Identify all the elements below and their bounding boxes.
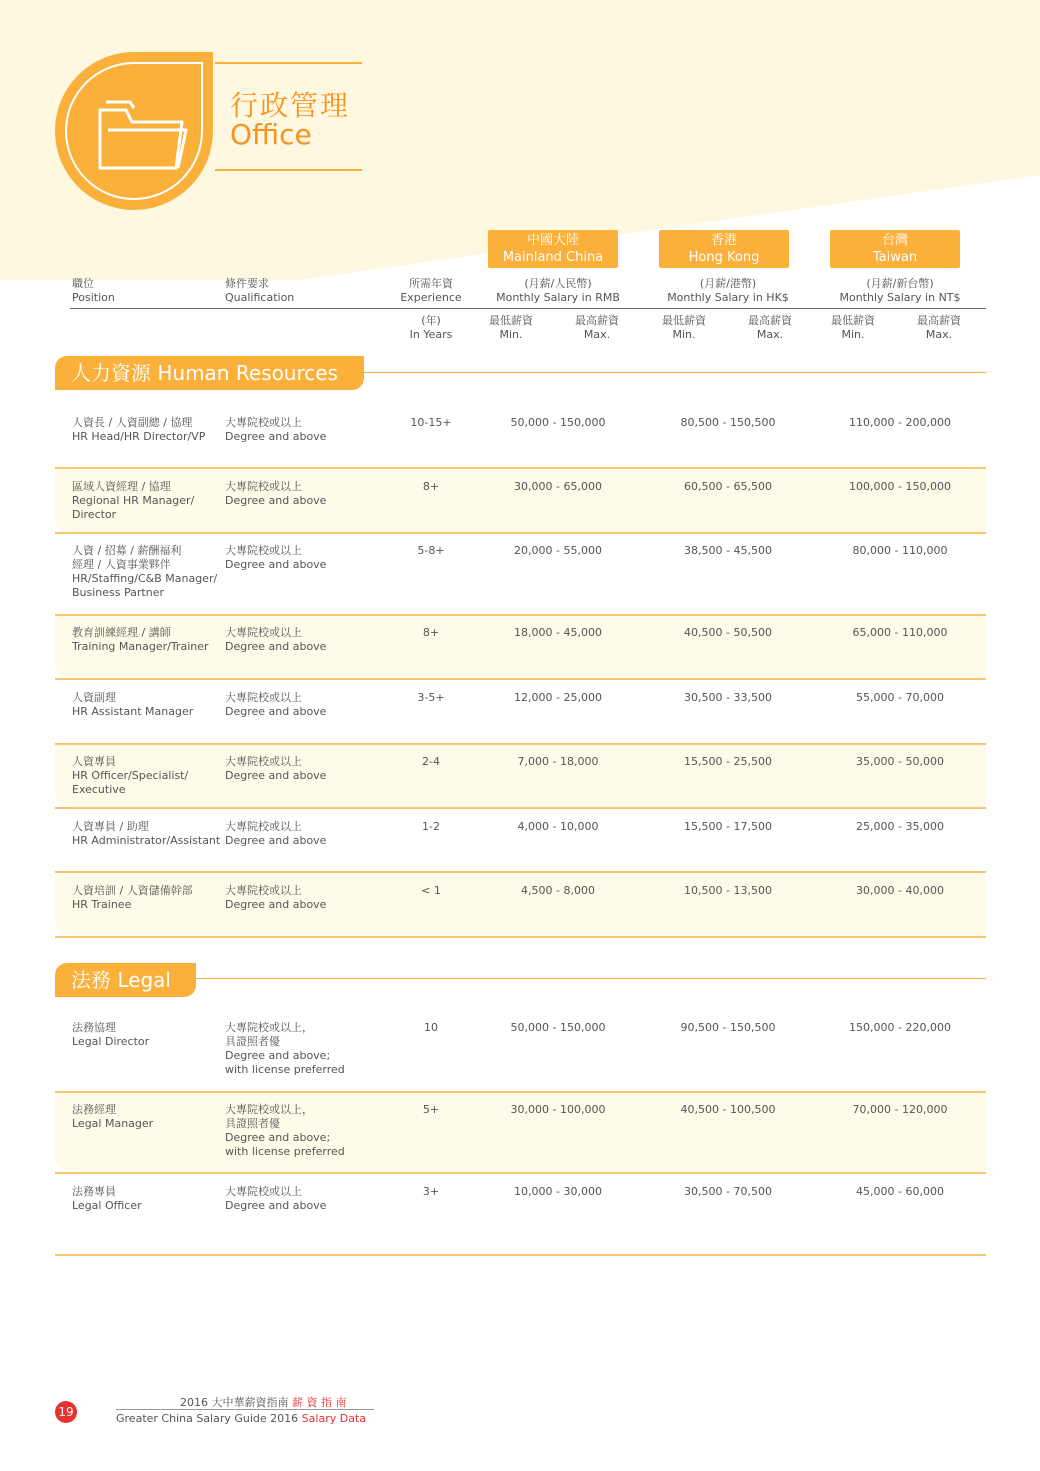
header-salary-tw (820, 277, 980, 305)
salary-hk-cell: 10,500 - 13,500 (684, 884, 772, 897)
header-max-tw (914, 314, 964, 342)
row-divider (55, 807, 986, 809)
region-china-box (488, 230, 618, 268)
position-cn: 經理 / 人資事業夥伴 (72, 558, 171, 571)
position-en: HR Trainee (72, 898, 132, 911)
header-max-cn: 最高薪資 (748, 314, 792, 327)
footer-title-cn (180, 1394, 347, 1410)
header-min-en: Min. (499, 328, 523, 341)
qual-en: Degree and above; (225, 1131, 331, 1144)
position-cell (72, 884, 193, 912)
position-cn: 人資副理 (72, 691, 116, 704)
header-min-hk (659, 314, 709, 342)
header-salary-en: Monthly Salary in RMB (496, 291, 620, 304)
experience-cell: 3+ (422, 1185, 440, 1198)
position-cn: 教育訓練經理 / 講師 (72, 626, 171, 639)
header-years (395, 314, 467, 342)
salary-hk-cell: 30,500 - 70,500 (684, 1185, 772, 1198)
header-max-china (572, 314, 622, 342)
salary-hk-cell: 40,500 - 100,500 (680, 1103, 776, 1116)
qual-en: Degree and above (225, 834, 327, 847)
qual-en: Degree and above (225, 430, 327, 443)
header-salary-cn: (月薪/新台幣) (866, 277, 934, 290)
salary-tw-cell: 80,000 - 110,000 (852, 544, 948, 557)
qual-en: Degree and above (225, 705, 327, 718)
qualification-cell (225, 1021, 345, 1077)
position-en: Regional HR Manager/ (72, 494, 195, 507)
row-divider (55, 532, 986, 534)
salary-china-cell: 10,000 - 30,000 (514, 1185, 602, 1198)
section-rule-legal (196, 978, 986, 979)
qual-cn: 大專院校或以上 (225, 480, 302, 493)
qual-cn: 大專院校或以上 (225, 544, 302, 557)
experience-cell: 2-4 (422, 755, 440, 768)
folder-icon (92, 96, 188, 176)
qual-cn: 具證照者優 (225, 1117, 280, 1130)
qual-cn: 大專院校或以上 (225, 755, 302, 768)
salary-china-cell: 30,000 - 100,000 (510, 1103, 606, 1116)
experience-cell: 1-2 (422, 820, 440, 833)
qualification-cell (225, 820, 326, 848)
region-label-en: Hong Kong (688, 250, 760, 265)
position-en: HR/Staffing/C&B Manager/ (72, 572, 218, 585)
footer-title-cn-red: 薪 資 指 南 (292, 1396, 347, 1409)
salary-tw-cell: 55,000 - 70,000 (856, 691, 944, 704)
header-min-en: Min. (672, 328, 696, 341)
position-cell (72, 544, 217, 600)
footer-divider (116, 1409, 374, 1410)
header-max-en: Max. (583, 328, 611, 341)
salary-china-cell: 7,000 - 18,000 (517, 755, 599, 768)
region-hongkong-box (659, 230, 789, 268)
header-divider (70, 308, 986, 309)
footer-title-en-red: Salary Data (301, 1412, 366, 1425)
salary-hk-cell: 15,500 - 17,500 (684, 820, 772, 833)
experience-cell: 8+ (422, 626, 440, 639)
salary-china-cell: 50,000 - 150,000 (510, 416, 606, 429)
position-cn: 人資培訓 / 人資儲備幹部 (72, 884, 193, 897)
header-position-en: Position (72, 291, 115, 304)
header-max-cn: 最高薪資 (575, 314, 619, 327)
position-cn: 區域人資經理 / 協理 (72, 480, 171, 493)
salary-tw-cell: 45,000 - 60,000 (856, 1185, 944, 1198)
salary-china-cell: 4,500 - 8,000 (521, 884, 595, 897)
qual-en: with license preferred (225, 1145, 345, 1158)
position-en: HR Officer/Specialist/ (72, 769, 189, 782)
salary-hk-cell: 38,500 - 45,500 (684, 544, 772, 557)
position-cell (72, 820, 220, 848)
qual-en: Degree and above (225, 769, 327, 782)
region-label-cn: 香港 (710, 233, 737, 248)
salary-tw-cell: 25,000 - 35,000 (856, 820, 944, 833)
region-taiwan-box (830, 230, 960, 268)
qual-en: with license preferred (225, 1063, 345, 1076)
position-cn: 人資長 / 人資副總 / 協理 (72, 416, 193, 429)
page-number: 19 (55, 1401, 77, 1423)
position-cell (72, 626, 209, 654)
header-max-hk (745, 314, 795, 342)
position-cell (72, 1021, 149, 1049)
salary-tw-cell: 65,000 - 110,000 (852, 626, 948, 639)
qual-cn: 大專院校或以上， (225, 1021, 313, 1034)
header-years-cn: (年) (421, 314, 441, 327)
header-max-cn: 最高薪資 (917, 314, 961, 327)
page-title-en: Office (230, 118, 312, 151)
title-rule-top (215, 62, 362, 64)
qualification-cell (225, 755, 326, 783)
qual-en: Degree and above (225, 898, 327, 911)
position-en: HR Administrator/Assistant (72, 834, 221, 847)
header-position (72, 277, 115, 305)
experience-cell: < 1 (421, 884, 441, 897)
position-cn: 人資專員 / 助理 (72, 820, 149, 833)
section-rule-hr (364, 372, 986, 373)
header-min-cn: 最低薪資 (489, 314, 533, 327)
position-en: Director (72, 508, 117, 521)
position-en: Training Manager/Trainer (72, 640, 209, 653)
section-title-legal: 法務 Legal (55, 963, 196, 997)
experience-cell: 10 (424, 1021, 438, 1034)
experience-cell: 5-8+ (417, 544, 445, 557)
region-label-cn: 中國大陸 (526, 233, 579, 248)
position-cn: 法務專員 (72, 1185, 116, 1198)
position-en: HR Assistant Manager (72, 705, 194, 718)
header-salary-cn: (月薪/港幣) (699, 277, 757, 290)
qualification-cell (225, 416, 326, 444)
position-en: Legal Officer (72, 1199, 142, 1212)
header-min-tw (828, 314, 878, 342)
qual-en: Degree and above (225, 494, 327, 507)
title-rule-bottom (215, 169, 362, 171)
salary-hk-cell: 40,500 - 50,500 (684, 626, 772, 639)
header-max-en: Max. (925, 328, 953, 341)
section-title-hr: 人力資源 Human Resources (55, 356, 364, 390)
position-en: Executive (72, 783, 126, 796)
header-max-en: Max. (756, 328, 784, 341)
footer-title-en (116, 1412, 366, 1425)
header-salary-hk (648, 277, 808, 305)
position-cn: 人資 / 招募 / 薪酬福利 (72, 544, 182, 557)
position-cell (72, 1103, 153, 1131)
salary-china-cell: 50,000 - 150,000 (510, 1021, 606, 1034)
salary-hk-cell: 60,500 - 65,500 (684, 480, 772, 493)
salary-china-cell: 20,000 - 55,000 (514, 544, 602, 557)
qual-cn: 大專院校或以上 (225, 416, 302, 429)
salary-china-cell: 12,000 - 25,000 (514, 691, 602, 704)
salary-hk-cell: 30,500 - 33,500 (684, 691, 772, 704)
position-cell (72, 1185, 142, 1213)
header-qualification (225, 277, 294, 305)
header-min-en: Min. (841, 328, 865, 341)
header-qual-cn: 條件要求 (225, 277, 269, 290)
row-divider (55, 1172, 986, 1174)
header-exp-en: Experience (400, 291, 462, 304)
qualification-cell (225, 626, 326, 654)
header-salary-china (478, 277, 638, 305)
experience-cell: 5+ (422, 1103, 440, 1116)
header-exp-cn: 所需年資 (409, 277, 453, 290)
qual-cn: 大專院校或以上 (225, 1185, 302, 1198)
qual-cn: 大專院校或以上 (225, 884, 302, 897)
row-divider (55, 614, 986, 616)
qual-en: Degree and above; (225, 1049, 331, 1062)
experience-cell: 8+ (422, 480, 440, 493)
page-title-cn: 行政管理 (230, 89, 351, 122)
header-years-en: In Years (409, 328, 453, 341)
qual-en: Degree and above (225, 1199, 327, 1212)
position-cn: 人資專員 (72, 755, 116, 768)
header-min-cn: 最低薪資 (831, 314, 875, 327)
position-cn: 法務協理 (72, 1021, 116, 1034)
position-cell (72, 480, 194, 522)
salary-china-cell: 30,000 - 65,000 (514, 480, 602, 493)
qualification-cell (225, 480, 326, 508)
qualification-cell (225, 544, 326, 572)
qual-cn: 大專院校或以上， (225, 1103, 313, 1116)
salary-china-cell: 18,000 - 45,000 (514, 626, 602, 639)
header-salary-cn: (月薪/人民幣) (524, 277, 592, 290)
qual-cn: 大專院校或以上 (225, 626, 302, 639)
experience-cell: 3-5+ (417, 691, 445, 704)
region-label-en: Mainland China (502, 250, 604, 265)
qual-cn: 大專院校或以上 (225, 691, 302, 704)
position-cell (72, 691, 193, 719)
qual-cn: 大專院校或以上 (225, 820, 302, 833)
qual-cn: 具證照者優 (225, 1035, 280, 1048)
position-cell (72, 755, 188, 797)
position-en: Legal Director (72, 1035, 150, 1048)
header-salary-en: Monthly Salary in HK$ (667, 291, 789, 304)
position-en: Business Partner (72, 586, 164, 599)
salary-tw-cell: 100,000 - 150,000 (849, 480, 951, 493)
header-min-cn: 最低薪資 (662, 314, 706, 327)
salary-tw-cell: 110,000 - 200,000 (849, 416, 951, 429)
header-qual-en: Qualification (225, 291, 295, 304)
row-divider (55, 743, 986, 745)
experience-cell: 10-15+ (410, 416, 452, 429)
header-salary-en: Monthly Salary in NT$ (839, 291, 961, 304)
row-divider (55, 1091, 986, 1093)
salary-tw-cell: 35,000 - 50,000 (856, 755, 944, 768)
row-divider (55, 467, 986, 469)
header-min-china (486, 314, 536, 342)
footer-title-cn-text: 2016 大中華薪資指南 (180, 1396, 289, 1409)
position-en: Legal Manager (72, 1117, 154, 1130)
salary-hk-cell: 80,500 - 150,500 (680, 416, 776, 429)
salary-tw-cell: 30,000 - 40,000 (856, 884, 944, 897)
region-label-en: Taiwan (872, 250, 918, 265)
row-divider (55, 1254, 986, 1256)
header-position-cn: 職位 (72, 277, 94, 290)
position-cell (72, 416, 205, 444)
salary-hk-cell: 90,500 - 150,500 (680, 1021, 776, 1034)
region-label-cn: 台灣 (881, 233, 908, 248)
qualification-cell (225, 1185, 326, 1213)
footer-title-en-text: Greater China Salary Guide 2016 (116, 1412, 299, 1425)
qual-en: Degree and above (225, 558, 327, 571)
salary-tw-cell: 150,000 - 220,000 (849, 1021, 951, 1034)
qualification-cell (225, 691, 326, 719)
qualification-cell (225, 884, 326, 912)
row-divider (55, 871, 986, 873)
row-divider (55, 936, 986, 938)
salary-china-cell: 4,000 - 10,000 (517, 820, 599, 833)
qualification-cell (225, 1103, 345, 1159)
header-experience (395, 277, 467, 305)
salary-tw-cell: 70,000 - 120,000 (852, 1103, 948, 1116)
position-cn: 法務經理 (72, 1103, 116, 1116)
row-divider (55, 678, 986, 680)
position-en: HR Head/HR Director/VP (72, 430, 206, 443)
salary-hk-cell: 15,500 - 25,500 (684, 755, 772, 768)
qual-en: Degree and above (225, 640, 327, 653)
